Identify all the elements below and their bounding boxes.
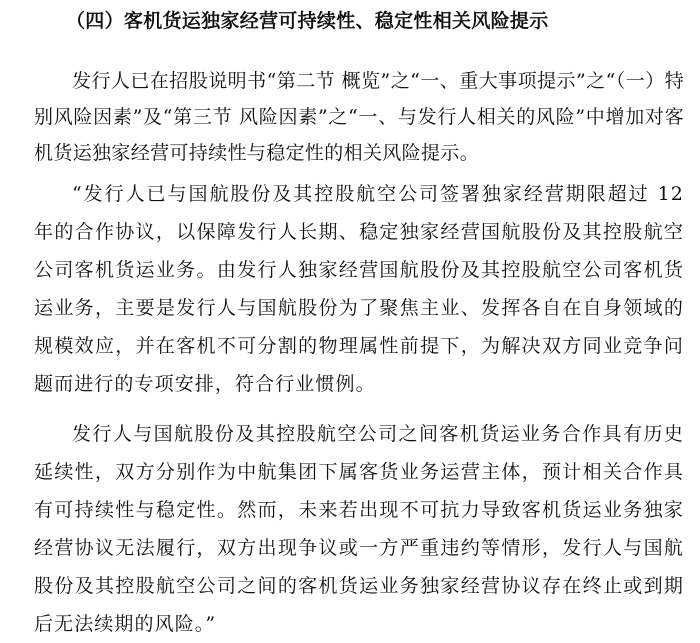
quoted-risk-paragraph-2: 发行人与国航股份及其控股航空公司之间客机货运业务合作具有历史延续性，双方分别作为中航集团下属客货业务运营主体，预计相关合作具有可持续性与稳定性。然而，未来若出现不可抗力导致客机货运业务独家经营协议无法履行，双方出现争议或一方严重违约等情形，发行人与国航股份及其控股航空公司之间的客机货运业务独家经营协议存在终止或到期后无法续期的风险。” bbox=[34, 423, 684, 635]
intro-paragraph: 发行人已在招股说明书“第二节 概览”之“一、重大事项提示”之“（一）特别风险因素”及“第三节 风险因素”之“一、与发行人相关的风险”中增加对客机货运独家经营可持续性与稳定性的相关风险提示。 bbox=[34, 70, 684, 164]
section-heading: （四）客机货运独家经营可持续性、稳定性相关风险提示 bbox=[66, 10, 549, 32]
quoted-risk-paragraph-1: “发行人已与国航股份及其控股航空公司签署独家经营期限超过 12 年的合作协议，以保障发行人长期、稳定独家经营国航股份及其控股航空公司客机货运业务。由发行人独家经营国航股份及其控股航空公司客机货运业务，主要是发行人与国航股份为了聚焦主业、发挥各自在自身领域的规模效应，并在客机不可分割的物理属性前提下，为解决双方同业竞争问题而进行的专项安排，符合行业惯例。 bbox=[34, 183, 684, 395]
